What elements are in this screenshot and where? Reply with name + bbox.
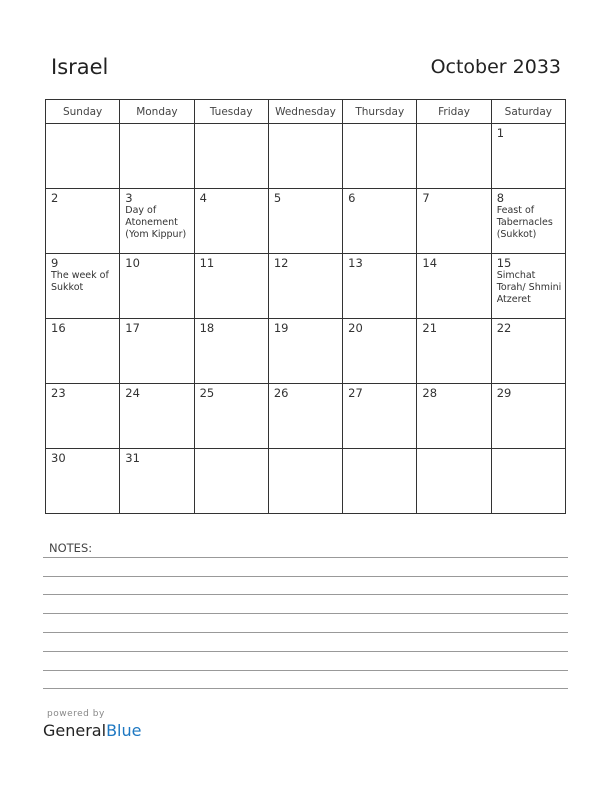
day-number: 23 (51, 386, 66, 400)
week-row (46, 124, 566, 189)
weekday-thursday: Thursday (343, 100, 417, 124)
day-cell[interactable] (268, 254, 342, 319)
day-number: 20 (348, 321, 363, 335)
note-line (43, 613, 568, 614)
holiday-event: Simchat Torah/ Shmini Atzeret (496, 270, 562, 305)
brand-blue: Blue (106, 721, 142, 740)
day-number: 28 (422, 386, 438, 400)
brand-general: General (43, 721, 107, 740)
day-cell[interactable] (194, 384, 268, 449)
day-cell[interactable] (343, 319, 417, 384)
day-cell[interactable] (491, 319, 565, 384)
week-row (46, 254, 566, 319)
day-number: 15 (496, 256, 512, 270)
note-line (43, 632, 568, 633)
day-number: 2 (51, 191, 59, 205)
day-cell[interactable] (491, 124, 565, 189)
day-cell[interactable] (417, 449, 491, 514)
day-number (417, 449, 490, 452)
day-number: 19 (273, 321, 289, 335)
day-cell[interactable] (268, 449, 342, 514)
day-number: 5 (273, 191, 282, 205)
weekday-saturday: Saturday (491, 100, 565, 124)
day-number: 18 (199, 321, 215, 335)
day-cell[interactable] (120, 319, 194, 384)
day-cell[interactable] (417, 384, 491, 449)
day-number: 3 (125, 191, 133, 205)
note-line (43, 557, 568, 558)
day-cell[interactable] (268, 384, 342, 449)
day-number: 4 (199, 191, 207, 205)
holiday-event: Feast of Tabernacles (Sukkot) (496, 205, 553, 240)
day-cell[interactable] (46, 319, 120, 384)
day-cell[interactable] (268, 319, 342, 384)
day-cell[interactable] (194, 124, 268, 189)
day-number: 31 (125, 451, 140, 465)
day-cell[interactable] (417, 319, 491, 384)
day-number: 13 (348, 256, 363, 270)
day-number: 1 (496, 126, 505, 140)
day-number (269, 449, 342, 452)
day-cell[interactable] (417, 124, 491, 189)
day-cell[interactable] (491, 254, 565, 319)
powered-by-text: powered by (47, 709, 105, 719)
country-title: Israel (51, 55, 109, 79)
day-cell[interactable] (268, 189, 342, 254)
day-number (46, 124, 119, 127)
day-number: 22 (496, 321, 512, 335)
day-cell[interactable] (194, 319, 268, 384)
day-cell[interactable] (120, 189, 194, 254)
weekday-tuesday: Tuesday (194, 100, 268, 124)
note-line (43, 670, 568, 671)
day-cell[interactable] (343, 254, 417, 319)
day-number (343, 124, 416, 127)
day-cell[interactable] (194, 449, 268, 514)
day-number: 26 (273, 386, 289, 400)
day-number: 27 (348, 386, 363, 400)
week-row (46, 449, 566, 514)
day-number: 14 (422, 256, 438, 270)
day-number: 29 (496, 386, 512, 400)
day-cell[interactable] (491, 384, 565, 449)
day-number (120, 124, 193, 127)
week-row (46, 189, 566, 254)
month-title: October 2033 (430, 56, 561, 78)
day-cell[interactable] (491, 189, 565, 254)
day-cell[interactable] (120, 384, 194, 449)
day-number (195, 124, 268, 127)
note-line (43, 688, 568, 689)
day-number (195, 449, 268, 452)
day-number: 11 (199, 256, 215, 270)
day-number: 16 (51, 321, 66, 335)
day-number: 17 (125, 321, 140, 335)
note-line (43, 576, 568, 577)
day-number: 24 (125, 386, 140, 400)
day-cell[interactable] (491, 449, 565, 514)
weekday-monday: Monday (120, 100, 194, 124)
day-cell[interactable] (343, 124, 417, 189)
day-cell[interactable] (120, 124, 194, 189)
day-cell[interactable] (343, 189, 417, 254)
weekday-wednesday: Wednesday (268, 100, 342, 124)
day-number (269, 124, 342, 127)
note-line (43, 594, 568, 595)
weekday-header-row (46, 100, 566, 124)
holiday-event: The week of Sukkot (51, 270, 109, 293)
day-number: 8 (496, 191, 505, 205)
day-cell[interactable] (268, 124, 342, 189)
day-number (343, 449, 416, 452)
day-cell[interactable] (417, 189, 491, 254)
weekday-sunday: Sunday (46, 100, 120, 124)
day-cell[interactable] (417, 254, 491, 319)
day-cell[interactable] (46, 189, 120, 254)
day-cell[interactable] (343, 384, 417, 449)
day-cell[interactable] (46, 384, 120, 449)
week-row (46, 384, 566, 449)
day-number: 25 (199, 386, 215, 400)
day-cell[interactable] (194, 189, 268, 254)
holiday-event: Day of Atonement (Yom Kippur) (125, 205, 187, 240)
day-number: 12 (273, 256, 289, 270)
notes-label: NOTES: (49, 541, 93, 555)
day-number: 21 (422, 321, 438, 335)
day-number: 10 (125, 256, 140, 270)
day-cell[interactable] (343, 449, 417, 514)
day-number (417, 124, 490, 127)
day-cell[interactable] (194, 254, 268, 319)
day-number: 7 (422, 191, 430, 205)
weekday-friday: Friday (417, 100, 491, 124)
day-number: 9 (51, 256, 59, 270)
day-number: 6 (348, 191, 356, 205)
calendar-grid (45, 99, 566, 514)
note-line (43, 651, 568, 652)
day-cell[interactable] (120, 254, 194, 319)
brand-logo[interactable] (43, 721, 141, 740)
day-cell[interactable] (46, 254, 120, 319)
day-cell[interactable] (46, 449, 120, 514)
day-cell[interactable] (46, 124, 120, 189)
day-cell[interactable] (120, 449, 194, 514)
day-number: 30 (51, 451, 66, 465)
week-row (46, 319, 566, 384)
day-number (492, 449, 565, 452)
